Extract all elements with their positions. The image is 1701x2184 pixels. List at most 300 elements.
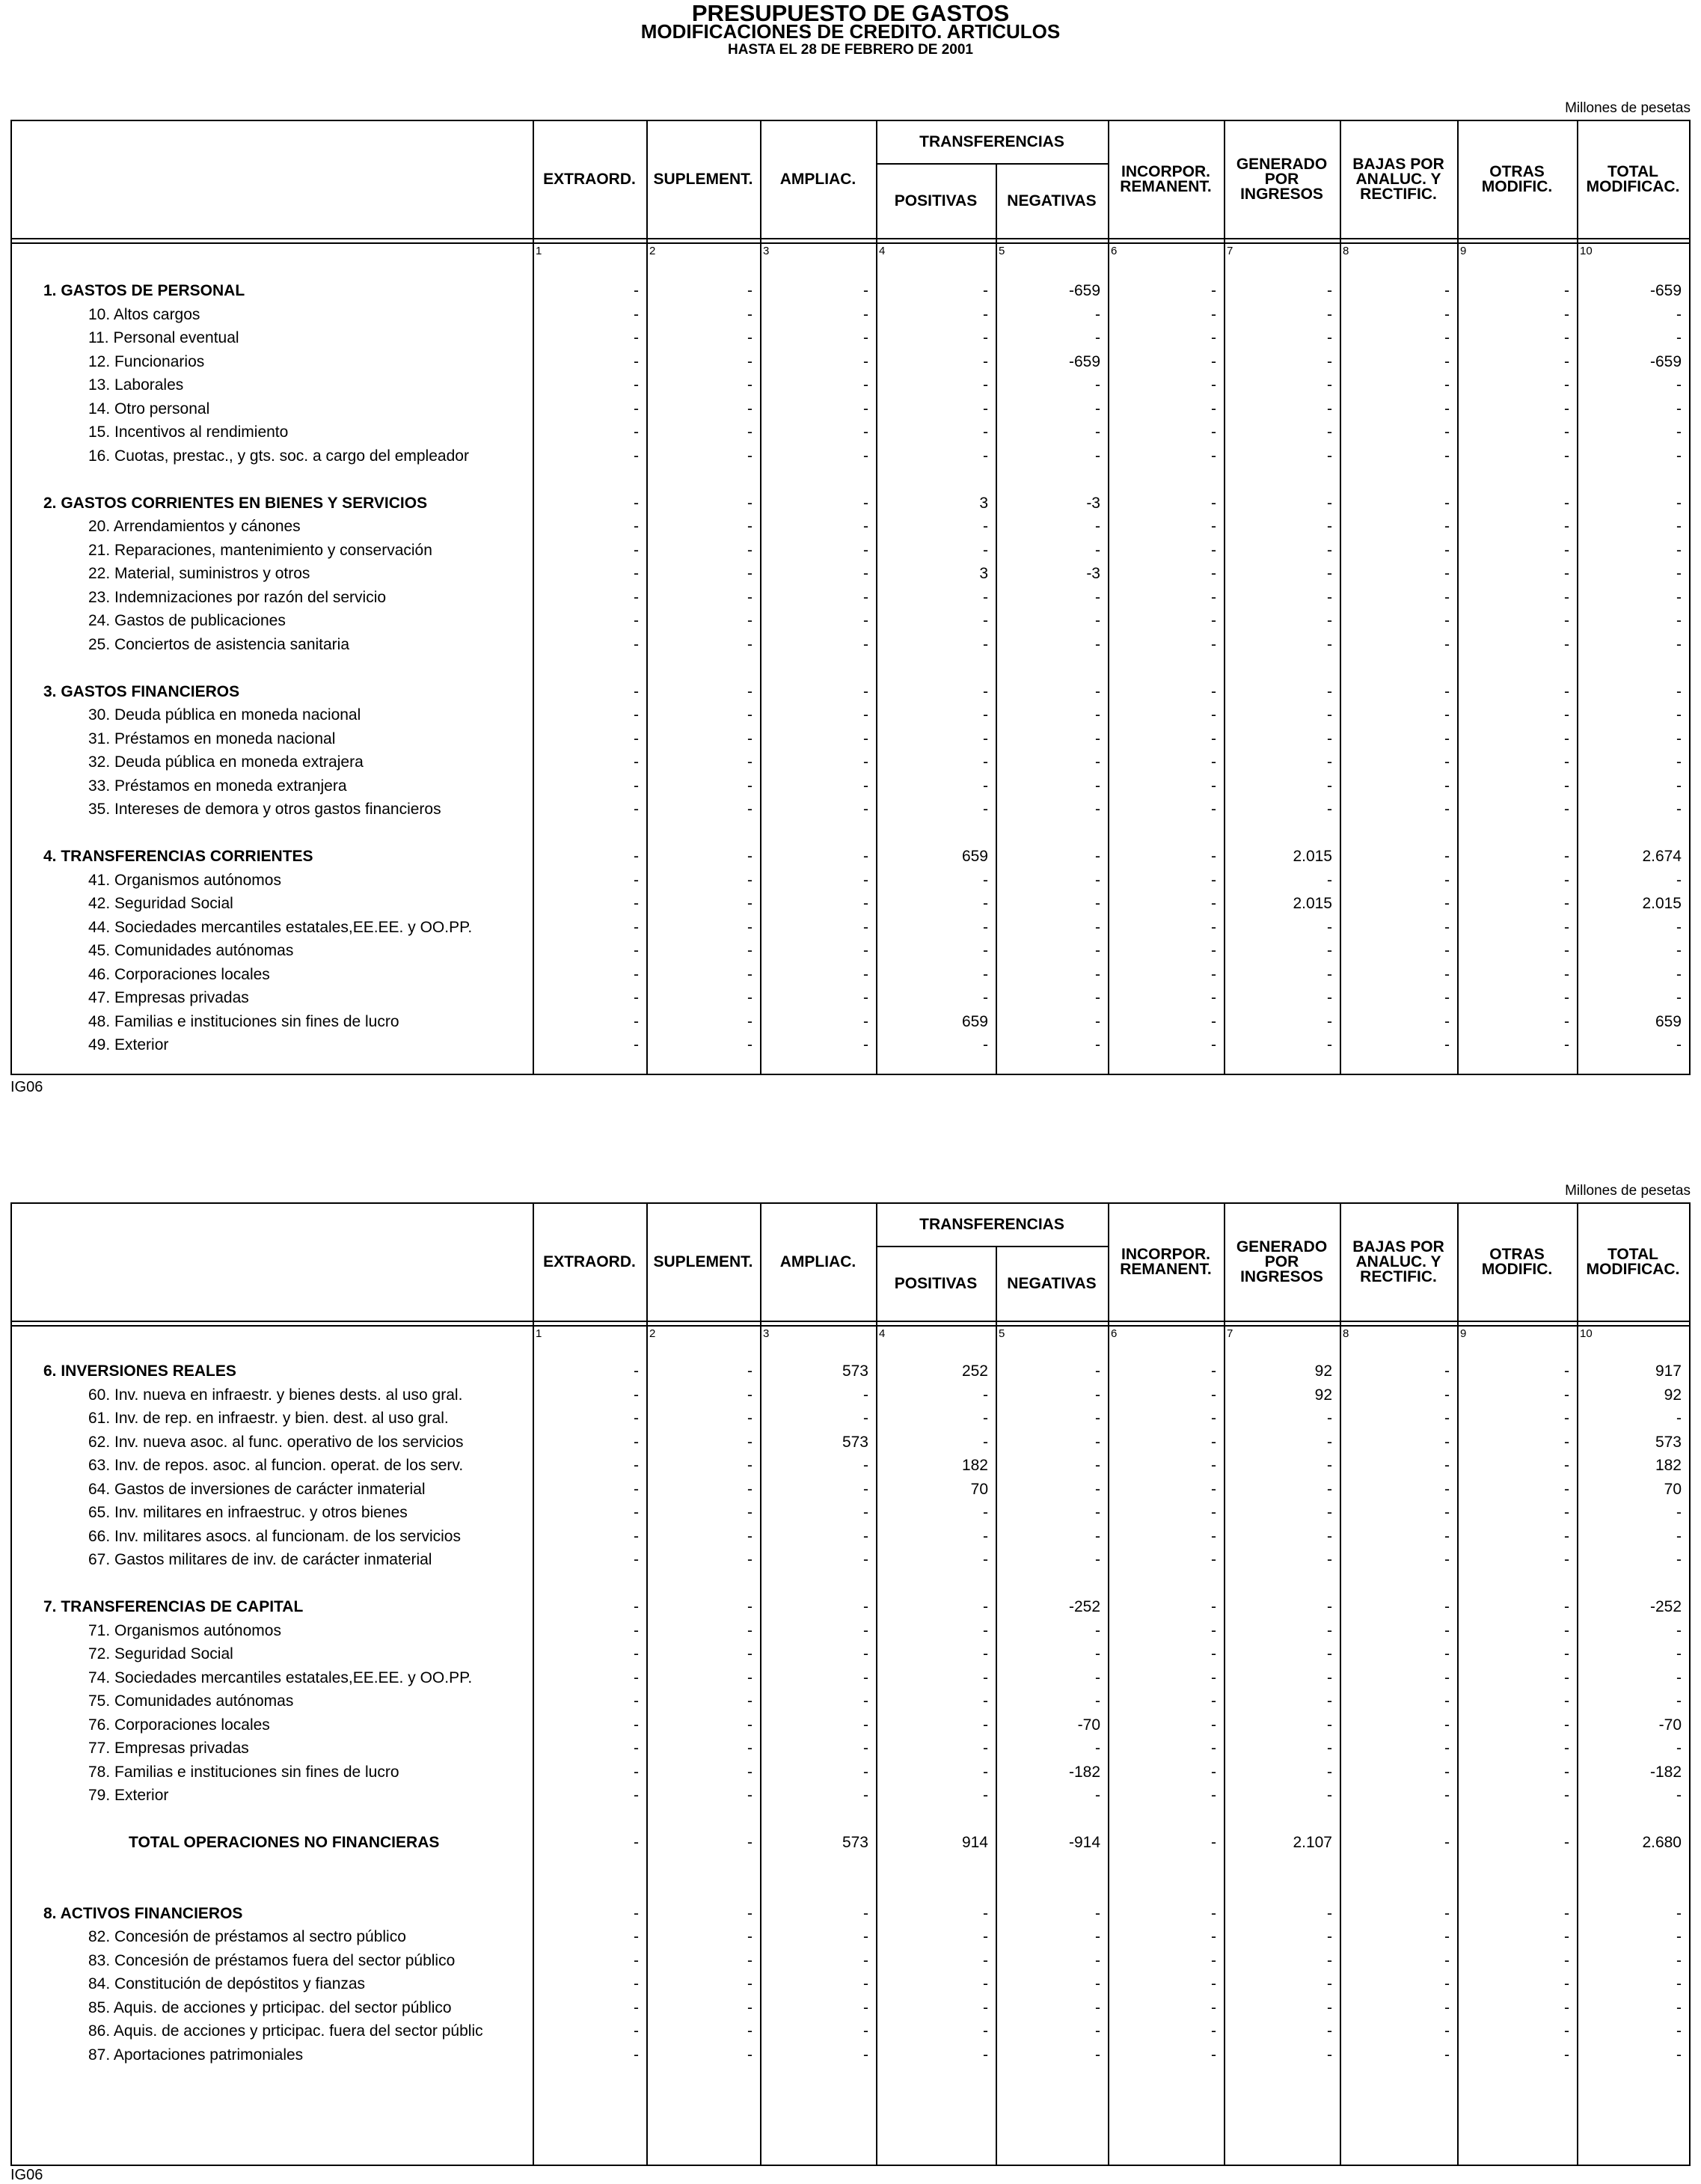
cell-value: - xyxy=(1211,1551,1216,1568)
cell-value: - xyxy=(634,777,639,795)
cell-value: - xyxy=(863,682,868,700)
cell-value: - xyxy=(983,1787,988,1804)
table-row xyxy=(12,1949,1689,1972)
cell-value: - xyxy=(983,2022,988,2040)
cell-value: - xyxy=(1211,706,1216,724)
cell-value: - xyxy=(634,376,639,394)
cell-value: - xyxy=(634,801,639,818)
cell-value: - xyxy=(1564,1386,1569,1404)
cell-value: - xyxy=(1211,1598,1216,1615)
cell-value: - xyxy=(1564,518,1569,535)
row-label: 32. Deuda pública en moneda extrajera xyxy=(88,753,364,771)
cell-value: - xyxy=(1211,376,1216,394)
column-number: 8 xyxy=(1343,1327,1349,1340)
cell-value: - xyxy=(1444,282,1450,299)
column-header: AMPLIAC. xyxy=(779,171,856,188)
cell-value: - xyxy=(1444,895,1450,912)
cell-value: - xyxy=(1211,1975,1216,1992)
table-row xyxy=(12,444,1689,468)
column-header: EXTRAORD. xyxy=(543,171,636,188)
cell-value: - xyxy=(1327,2022,1332,2040)
cell-value: - xyxy=(1676,871,1682,889)
cell-value: - xyxy=(747,1692,753,1710)
cell-value: - xyxy=(1564,635,1569,653)
units-label: Millones de pesetas xyxy=(1565,100,1691,116)
cell-value: - xyxy=(1327,1951,1332,1969)
cell-value: - xyxy=(863,729,868,747)
cell-value: - xyxy=(1327,753,1332,771)
cell-value: - xyxy=(1444,1763,1450,1781)
cell-value: 659 xyxy=(1655,1012,1682,1030)
cell-value: - xyxy=(747,1904,753,1922)
cell-value: - xyxy=(747,989,753,1006)
table-row xyxy=(12,515,1689,538)
cell-value: - xyxy=(747,352,753,370)
cell-value: - xyxy=(1564,1504,1569,1521)
row-label: 4. TRANSFERENCIAS CORRIENTES xyxy=(43,848,313,865)
cell-value: - xyxy=(1095,1036,1100,1053)
cell-value: - xyxy=(634,305,639,323)
cell-value: -659 xyxy=(1649,282,1682,299)
cell-value: - xyxy=(983,918,988,936)
cell-value: - xyxy=(1327,871,1332,889)
column-number: 6 xyxy=(1111,245,1118,257)
cell-value: - xyxy=(747,1527,753,1545)
cell-value: - xyxy=(1095,682,1100,700)
table-row xyxy=(12,1689,1689,1713)
cell-value: - xyxy=(747,635,753,653)
cell-value: - xyxy=(1327,729,1332,747)
cell-value: 3 xyxy=(979,494,988,512)
table-row xyxy=(12,1666,1689,1689)
cell-value: - xyxy=(1676,400,1682,417)
cell-value: - xyxy=(1211,1692,1216,1710)
cell-value: - xyxy=(1095,1480,1100,1498)
cell-value: - xyxy=(863,1551,868,1568)
cell-value: - xyxy=(1444,1716,1450,1734)
cell-value: - xyxy=(1444,1480,1450,1498)
cell-value: - xyxy=(1564,848,1569,865)
table-row xyxy=(12,703,1689,727)
cell-value: - xyxy=(863,1668,868,1686)
cell-value: -659 xyxy=(1068,282,1100,299)
cell-value: - xyxy=(1676,1645,1682,1663)
row-label: 1. GASTOS DE PERSONAL xyxy=(43,282,245,299)
cell-value: - xyxy=(863,1904,868,1922)
cell-value: - xyxy=(1211,682,1216,700)
cell-value: - xyxy=(863,1928,868,1945)
cell-value: - xyxy=(983,1904,988,1922)
row-label: 63. Inv. de repos. asoc. al funcion. operat. de los serv. xyxy=(88,1457,464,1474)
cell-value: - xyxy=(983,1928,988,1945)
cell-value: - xyxy=(747,1410,753,1427)
cell-value: - xyxy=(1444,541,1450,559)
cell-value: - xyxy=(634,918,639,936)
table-row xyxy=(12,1431,1689,1454)
column-number: 10 xyxy=(1580,245,1593,257)
table-row xyxy=(12,939,1689,962)
cell-value: - xyxy=(634,1598,639,1615)
cell-value: - xyxy=(1444,329,1450,346)
cell-value: - xyxy=(1676,1692,1682,1710)
cell-value: - xyxy=(634,1362,639,1380)
cell-value: - xyxy=(863,1504,868,1521)
cell-value: - xyxy=(863,848,868,865)
cell-value: - xyxy=(983,1692,988,1710)
table-row xyxy=(12,2043,1689,2067)
budget-table-page-1 xyxy=(10,120,1691,1075)
cell-value: - xyxy=(634,1410,639,1427)
cell-value: - xyxy=(1444,801,1450,818)
cell-value: - xyxy=(983,965,988,983)
cell-value: -252 xyxy=(1068,1598,1100,1615)
cell-value: - xyxy=(1444,1598,1450,1615)
cell-value: - xyxy=(747,871,753,889)
cell-value: - xyxy=(634,1998,639,2016)
header-bottom-line xyxy=(12,1321,1689,1322)
cell-value: - xyxy=(1095,541,1100,559)
cell-value: - xyxy=(1564,1433,1569,1451)
cell-value: - xyxy=(634,1457,639,1474)
cell-value: - xyxy=(983,588,988,606)
cell-value: - xyxy=(1444,376,1450,394)
cell-value: - xyxy=(983,706,988,724)
cell-value: - xyxy=(634,1504,639,1521)
cell-value: - xyxy=(863,1787,868,1804)
cell-value: - xyxy=(1095,777,1100,795)
cell-value: - xyxy=(1327,1457,1332,1474)
cell-value: - xyxy=(747,753,753,771)
budget-table-page-2 xyxy=(10,1202,1691,2166)
cell-value: - xyxy=(747,1740,753,1757)
cell-value: - xyxy=(634,1668,639,1686)
cell-value: - xyxy=(1095,1504,1100,1521)
cell-value: - xyxy=(983,447,988,465)
cell-value: - xyxy=(1327,965,1332,983)
cell-value: - xyxy=(1095,989,1100,1006)
cell-value: - xyxy=(1327,942,1332,959)
cell-value: - xyxy=(1095,518,1100,535)
cell-value: - xyxy=(863,329,868,346)
cell-value: - xyxy=(983,1740,988,1757)
cell-value: - xyxy=(747,1386,753,1404)
cell-value: - xyxy=(983,1433,988,1451)
cell-value: - xyxy=(1444,1410,1450,1427)
cell-value: - xyxy=(1327,1410,1332,1427)
cell-value: - xyxy=(747,518,753,535)
cell-value: - xyxy=(983,1763,988,1781)
cell-value: - xyxy=(983,1598,988,1615)
cell-value: - xyxy=(1095,2046,1100,2064)
cell-value: - xyxy=(1564,1036,1569,1053)
cell-value: - xyxy=(1327,1480,1332,1498)
column-number: 9 xyxy=(1460,245,1467,257)
cell-value: - xyxy=(1095,1951,1100,1969)
cell-value: - xyxy=(1676,1504,1682,1521)
cell-value: - xyxy=(983,305,988,323)
cell-value: - xyxy=(747,1787,753,1804)
cell-value: - xyxy=(634,682,639,700)
cell-value: - xyxy=(863,1410,868,1427)
section-row xyxy=(12,680,1689,703)
cell-value: - xyxy=(1564,282,1569,299)
cell-value: - xyxy=(747,541,753,559)
column-number: 9 xyxy=(1460,1327,1467,1340)
table-row xyxy=(12,916,1689,939)
row-label: 16. Cuotas, prestac., y gts. soc. a cargo del empleador xyxy=(88,447,469,465)
table-row xyxy=(12,562,1689,585)
table-row xyxy=(12,586,1689,609)
cell-value: - xyxy=(634,1527,639,1545)
cell-value: - xyxy=(1095,447,1100,465)
cell-value: - xyxy=(1564,565,1569,582)
cell-value: - xyxy=(1676,2022,1682,2040)
section-row xyxy=(12,492,1689,515)
table-row xyxy=(12,892,1689,915)
cell-value: - xyxy=(1444,729,1450,747)
cell-value: - xyxy=(747,1834,753,1851)
row-label: 11. Personal eventual xyxy=(88,329,239,346)
cell-value: - xyxy=(747,2046,753,2064)
cell-value: - xyxy=(1327,1975,1332,1992)
cell-value: - xyxy=(1327,1012,1332,1030)
cell-value: - xyxy=(1211,871,1216,889)
row-label: 62. Inv. nueva asoc. al func. operativo de los servicios xyxy=(88,1433,464,1451)
cell-value: - xyxy=(1211,447,1216,465)
cell-value: - xyxy=(863,801,868,818)
cell-value: - xyxy=(1095,895,1100,912)
cell-value: - xyxy=(983,1527,988,1545)
row-label: 83. Concesión de préstamos fuera del sector público xyxy=(88,1951,456,1969)
row-label: 65. Inv. militares en infraestruc. y otros bienes xyxy=(88,1504,408,1521)
cell-value: - xyxy=(747,1668,753,1686)
column-header: SUPLEMENT. xyxy=(653,171,753,188)
table-row xyxy=(12,986,1689,1009)
cell-value: 92 xyxy=(1314,1362,1332,1380)
cell-value: - xyxy=(1095,1386,1100,1404)
row-label: 78. Familias e instituciones sin fines de lucro xyxy=(88,1763,399,1781)
row-label: TOTAL OPERACIONES NO FINANCIERAS xyxy=(129,1834,440,1851)
cell-value: 2.015 xyxy=(1642,895,1682,912)
cell-value: - xyxy=(863,447,868,465)
cell-value: - xyxy=(1211,1787,1216,1804)
cell-value: - xyxy=(747,1480,753,1498)
cell-value: - xyxy=(1327,706,1332,724)
cell-value: - xyxy=(1444,918,1450,936)
cell-value: - xyxy=(1564,1951,1569,1969)
cell-value: - xyxy=(983,400,988,417)
table-row xyxy=(12,1407,1689,1430)
column-header: OTRAS MODIFIC. xyxy=(1481,1246,1553,1278)
table-row xyxy=(12,326,1689,349)
cell-value: - xyxy=(747,682,753,700)
cell-value: - xyxy=(747,400,753,417)
cell-value: - xyxy=(1211,1763,1216,1781)
cell-value: - xyxy=(1444,1668,1450,1686)
cell-value: - xyxy=(1564,1834,1569,1851)
cell-value: - xyxy=(1211,1621,1216,1639)
cell-value: - xyxy=(1327,1036,1332,1053)
table-row xyxy=(12,963,1689,986)
cell-value: - xyxy=(1564,1975,1569,1992)
cell-value: - xyxy=(1444,352,1450,370)
cell-value: - xyxy=(1564,1668,1569,1686)
column-header: NEGATIVAS xyxy=(1007,192,1097,209)
cell-value: - xyxy=(634,1834,639,1851)
cell-value: - xyxy=(747,1951,753,1969)
column-number: 8 xyxy=(1343,245,1349,257)
cell-value: -3 xyxy=(1086,494,1100,512)
cell-value: - xyxy=(1327,400,1332,417)
cell-value: - xyxy=(1095,1904,1100,1922)
cell-value: - xyxy=(1564,541,1569,559)
cell-value: - xyxy=(1211,1951,1216,1969)
cell-value: - xyxy=(747,494,753,512)
cell-value: - xyxy=(863,777,868,795)
cell-value: - xyxy=(1444,1036,1450,1053)
form-code: IG06 xyxy=(10,1079,43,1095)
cell-value: - xyxy=(1564,1621,1569,1639)
cell-value: - xyxy=(983,423,988,441)
cell-value: - xyxy=(1327,329,1332,346)
row-label: 12. Funcionarios xyxy=(88,352,205,370)
cell-value: - xyxy=(1327,282,1332,299)
cell-value: - xyxy=(747,565,753,582)
cell-value: - xyxy=(1327,1740,1332,1757)
cell-value: - xyxy=(1676,518,1682,535)
cell-value: -182 xyxy=(1068,1763,1100,1781)
cell-value: - xyxy=(863,918,868,936)
cell-value: - xyxy=(1444,518,1450,535)
cell-value: - xyxy=(1327,1621,1332,1639)
cell-value: - xyxy=(863,1692,868,1710)
cell-value: - xyxy=(1211,729,1216,747)
row-label: 6. INVERSIONES REALES xyxy=(43,1362,236,1380)
cell-value: - xyxy=(1211,1716,1216,1734)
cell-value: - xyxy=(1444,965,1450,983)
cell-value: - xyxy=(983,801,988,818)
cell-value: - xyxy=(1676,1668,1682,1686)
cell-value: - xyxy=(1444,612,1450,629)
cell-value: - xyxy=(747,588,753,606)
cell-value: - xyxy=(747,1763,753,1781)
cell-value: - xyxy=(1564,1410,1569,1427)
cell-value: - xyxy=(634,1716,639,1734)
cell-value: - xyxy=(1676,942,1682,959)
column-header: BAJAS POR ANALUC. Y RECTIFIC. xyxy=(1352,1238,1444,1285)
row-label: 85. Aquis. de acciones y prticipac. del sector público xyxy=(88,1998,452,2016)
cell-value: - xyxy=(1676,706,1682,724)
cell-value: - xyxy=(983,1386,988,1404)
cell-value: - xyxy=(1211,494,1216,512)
cell-value: - xyxy=(747,918,753,936)
cell-value: - xyxy=(863,541,868,559)
cell-value: - xyxy=(747,1975,753,1992)
cell-value: - xyxy=(1676,423,1682,441)
cell-value: - xyxy=(983,895,988,912)
cell-value: - xyxy=(1095,1740,1100,1757)
cell-value: - xyxy=(1564,1480,1569,1498)
column-header: NEGATIVAS xyxy=(1007,1275,1097,1292)
cell-value: - xyxy=(1327,1433,1332,1451)
cell-value: - xyxy=(1211,848,1216,865)
cell-value: - xyxy=(1564,1763,1569,1781)
cell-value: - xyxy=(1564,305,1569,323)
cell-value: - xyxy=(1676,1410,1682,1427)
cell-value: - xyxy=(863,1598,868,1615)
cell-value: - xyxy=(1211,1928,1216,1945)
cell-value: - xyxy=(1676,1621,1682,1639)
cell-value: - xyxy=(983,518,988,535)
cell-value: - xyxy=(1564,1904,1569,1922)
cell-value: -3 xyxy=(1086,565,1100,582)
column-header: GENERADO POR INGRESOS xyxy=(1236,1238,1328,1285)
cell-value: - xyxy=(1327,1668,1332,1686)
row-label: 67. Gastos militares de inv. de carácter inmaterial xyxy=(88,1551,432,1568)
column-header: OTRAS MODIFIC. xyxy=(1481,163,1553,195)
row-label: 61. Inv. de rep. en infraestr. y bien. dest. al uso gral. xyxy=(88,1410,449,1427)
cell-value: - xyxy=(1676,1527,1682,1545)
cell-value: - xyxy=(1676,1975,1682,1992)
cell-value: - xyxy=(983,729,988,747)
cell-value: -182 xyxy=(1649,1763,1682,1781)
cell-value: - xyxy=(1564,1362,1569,1380)
cell-value: - xyxy=(1676,447,1682,465)
row-label: 71. Organismos autónomos xyxy=(88,1621,281,1639)
cell-value: - xyxy=(1444,1904,1450,1922)
cell-value: - xyxy=(634,1551,639,1568)
cell-value: - xyxy=(983,2046,988,2064)
cell-value: - xyxy=(1211,282,1216,299)
cell-value: - xyxy=(1095,753,1100,771)
cell-value: - xyxy=(1211,1036,1216,1053)
cell-value: - xyxy=(1564,612,1569,629)
cell-value: - xyxy=(1564,1928,1569,1945)
cell-value: - xyxy=(1211,1457,1216,1474)
total-row xyxy=(12,1831,1689,1854)
cell-value: - xyxy=(863,2046,868,2064)
row-label: 30. Deuda pública en moneda nacional xyxy=(88,706,361,724)
cell-value: - xyxy=(1211,1527,1216,1545)
cell-value: - xyxy=(747,305,753,323)
cell-value: - xyxy=(1444,942,1450,959)
header-bottom-line xyxy=(12,238,1689,239)
cell-value: - xyxy=(747,1621,753,1639)
cell-value: - xyxy=(983,329,988,346)
cell-value: - xyxy=(1564,400,1569,417)
cell-value: - xyxy=(863,305,868,323)
cell-value: - xyxy=(747,729,753,747)
column-header: POSITIVAS xyxy=(894,1275,978,1292)
table-row xyxy=(12,798,1689,821)
cell-value: - xyxy=(1676,1787,1682,1804)
cell-value: - xyxy=(863,282,868,299)
cell-value: - xyxy=(634,2046,639,2064)
cell-value: - xyxy=(1327,1504,1332,1521)
cell-value: - xyxy=(1095,1362,1100,1380)
cell-value: - xyxy=(1444,1998,1450,2016)
cell-value: - xyxy=(1564,1012,1569,1030)
cell-value: - xyxy=(1095,2022,1100,2040)
cell-value: - xyxy=(1095,1433,1100,1451)
cell-value: - xyxy=(1095,706,1100,724)
cell-value: - xyxy=(983,871,988,889)
cell-value: - xyxy=(1444,494,1450,512)
row-label: 35. Intereses de demora y otros gastos financieros xyxy=(88,801,441,818)
cell-value: - xyxy=(747,423,753,441)
cell-value: - xyxy=(1211,1012,1216,1030)
cell-value: - xyxy=(1676,1551,1682,1568)
